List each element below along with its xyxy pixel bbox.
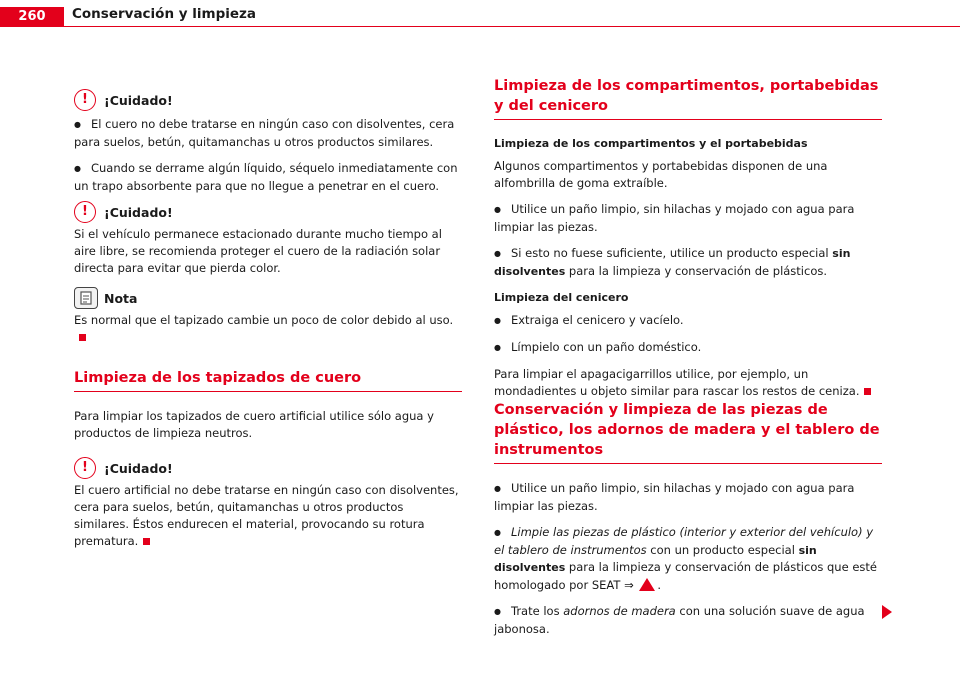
caution-box-2: [74, 200, 462, 286]
caution-text: Si el vehículo permanece estacionado durante mucho tiempo al aire libre, se recomienda proteger el cuero de la radiación solar directa para evitar que pierda color.: [74, 227, 442, 275]
subsection-title: Limpieza de los compartimentos y el portabebidas: [494, 137, 808, 150]
text-run: con un producto especial: [646, 543, 799, 557]
section-leather: [74, 368, 462, 451]
continue-arrow-icon: [882, 605, 892, 619]
note-text: [74, 312, 462, 346]
list-item: ● Límpielo con un paño doméstico.: [494, 339, 882, 357]
end-square-icon: [143, 538, 150, 545]
caution-text: [74, 482, 462, 550]
caution-heading: [74, 88, 462, 112]
paragraph: Algunos compartimentos y portabebidas disponen de una alfombrilla de goma extraíble.: [494, 159, 828, 190]
caution-title: ¡Cuidado!: [104, 92, 173, 108]
section-text: Para limpiar los tapizados de cuero artificial utilice sólo agua y productos de limpieza neutros.: [74, 409, 434, 440]
caution-box-3: [74, 456, 462, 559]
list-item: ● Utilice un paño limpio, sin hilachas y mojado con agua para limpiar las piezas.: [494, 201, 882, 236]
list-item: [494, 603, 882, 638]
caution-box-1: [74, 88, 462, 204]
text-run: para la limpieza y conservación de plásticos que esté homologado por SEAT: [494, 560, 877, 592]
text-run: Trate los: [510, 604, 564, 618]
caution-title: ¡Cuidado!: [104, 460, 173, 476]
emphasis: sin disolventes: [494, 544, 817, 574]
text-run: con una solución suave de agua jabonosa.: [494, 604, 865, 636]
section-compartments: [494, 76, 882, 409]
end-square-icon: [864, 388, 871, 395]
exclamation-icon: !: [74, 201, 96, 223]
caution-bullet: ● Cuando se derrame algún líquido, séquelo inmediatamente con un trapo absorbente para que no llegue a penetrar en el cuero.: [74, 160, 462, 195]
emphasis: sin disolventes: [494, 247, 851, 278]
list-item: [494, 245, 882, 280]
section-title: Limpieza de los compartimentos, portabebidas y del cenicero: [494, 76, 882, 120]
page-header: [0, 0, 960, 27]
exclamation-icon: !: [74, 89, 96, 111]
note-text-body: Es normal que el tapizado cambie un poco de color debido al uso.: [74, 313, 454, 327]
page-number: 260: [0, 7, 64, 27]
note-box: [74, 286, 462, 355]
italic-text: Limpie las piezas de plástico (interior y exterior del vehículo) y el tablero de instrumentos: [494, 525, 874, 557]
end-square-icon: [79, 334, 86, 341]
reference-arrow-icon[interactable]: ⇒: [624, 578, 634, 592]
caution-title: ¡Cuidado!: [104, 204, 173, 220]
text-run: Si esto no fuese suficiente, utilice un producto especial: [510, 246, 833, 260]
exclamation-icon: !: [74, 457, 96, 479]
caution-text-body: El cuero artificial no debe tratarse en ningún caso con disolventes, cera para suelos, betún, quitamanchas u otros productos similares. Éstos endurecen el material, provocando su rotura prematura.: [74, 483, 459, 548]
caution-heading: [74, 456, 462, 480]
list-item: ● Limpie las piezas de plástico (interior y exterior del vehículo) y el tablero de instrumentos con un producto especial sin disolventes para la limpieza y conservación de plásticos que esté homologado por SEAT ⇒ .: [494, 524, 882, 594]
section-title: Limpieza de los tapizados de cuero: [74, 368, 462, 392]
chapter-title: Conservación y limpieza: [72, 6, 257, 22]
section-plastics: [494, 400, 882, 647]
section-title: Conservación y limpieza de las piezas de plástico, los adornos de madera y el tablero de instrumentos: [494, 400, 882, 464]
paragraph: [494, 366, 882, 400]
text-run: Para limpiar el apagacigarrillos utilice, por ejemplo, un mondadientes u objeto similar para rascar los restos de ceniza.: [494, 367, 860, 398]
note-heading: [74, 286, 462, 310]
header-divider: [64, 26, 960, 27]
info-note-icon: [74, 287, 98, 309]
italic-text: adornos de madera: [563, 604, 676, 618]
caution-bullet: ● El cuero no debe tratarse en ningún caso con disolventes, cera para suelos, betún, quitamanchas u otros productos similares.: [74, 116, 462, 151]
warning-triangle-icon[interactable]: [639, 578, 655, 591]
list-item: ● Utilice un paño limpio, sin hilachas y mojado con agua para limpiar las piezas.: [494, 480, 882, 515]
caution-heading: [74, 200, 462, 224]
list-item: ● Extraiga el cenicero y vacíelo.: [494, 312, 882, 330]
subsection-title: Limpieza del cenicero: [494, 291, 629, 304]
note-title: Nota: [104, 290, 138, 306]
text-run: para la limpieza y conservación de plásticos.: [565, 264, 828, 278]
